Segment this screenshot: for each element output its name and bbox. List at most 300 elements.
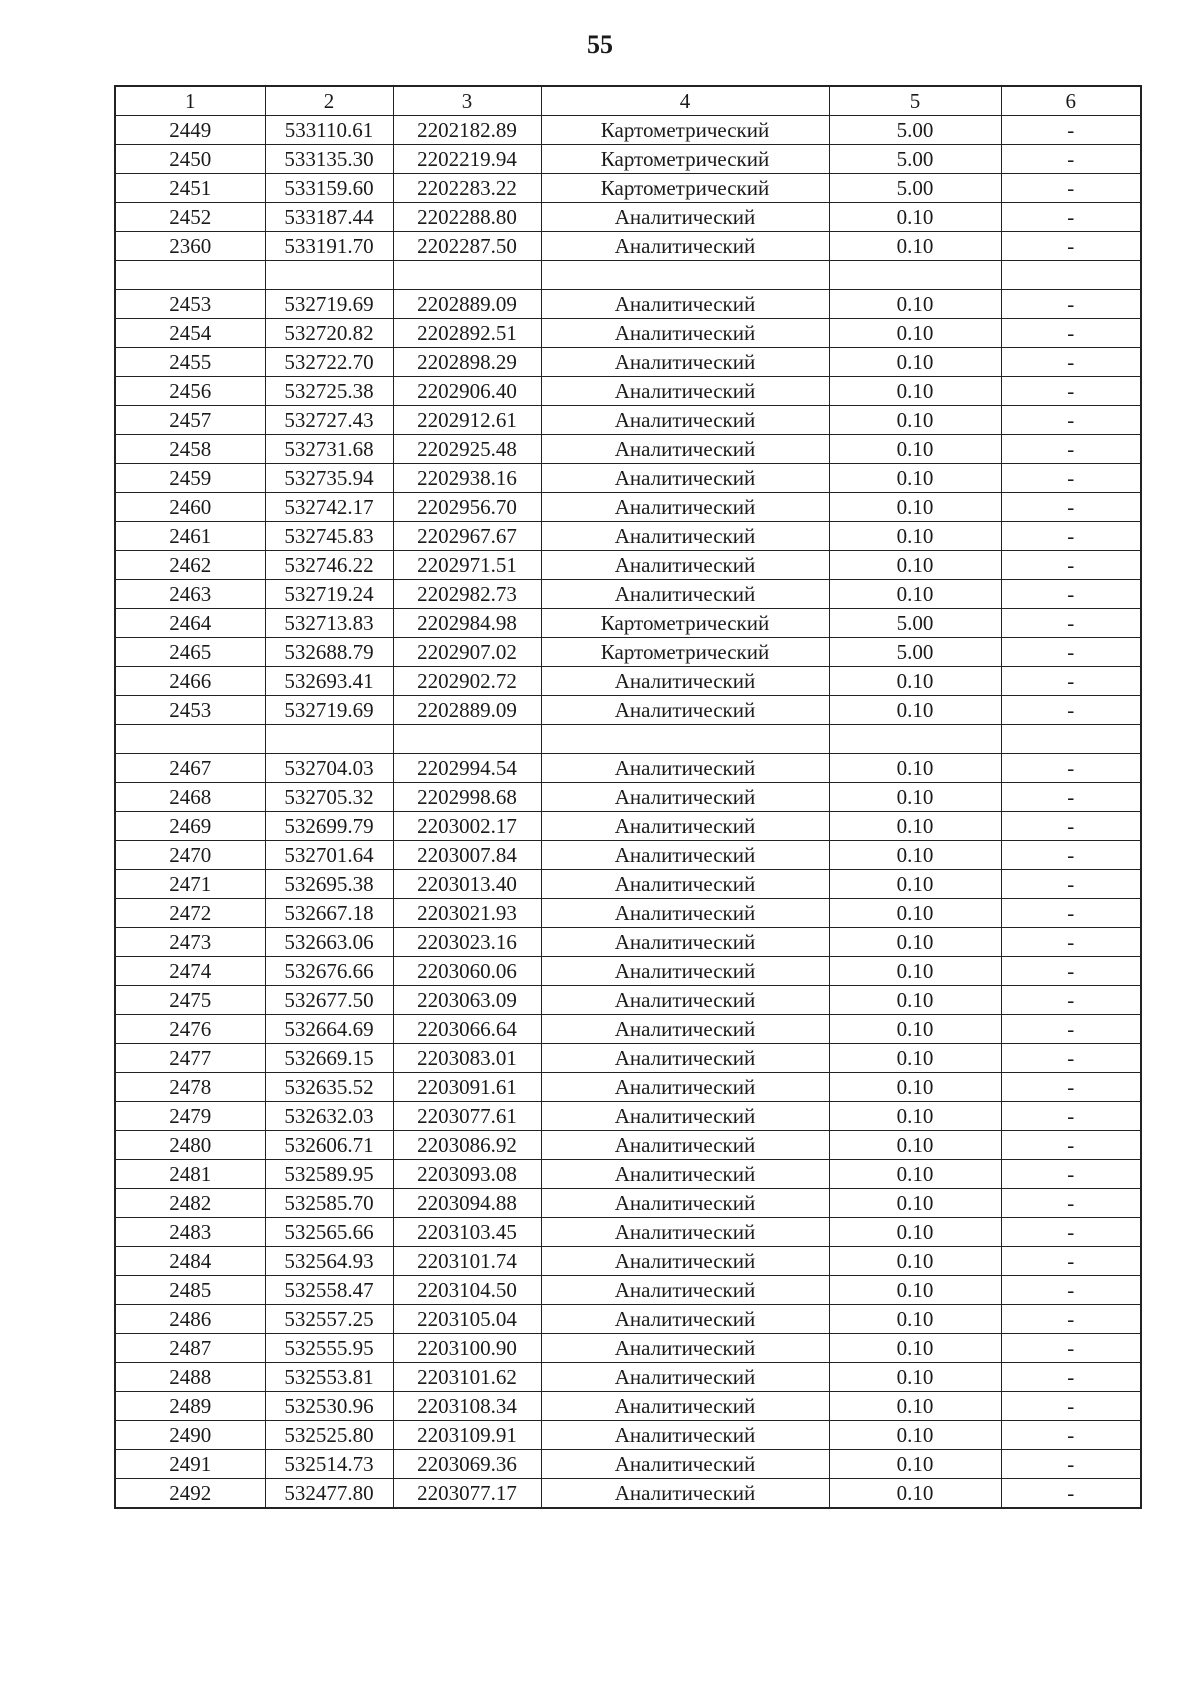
accuracy-cell: 0.10 [829,203,1001,232]
table-row [115,1276,1141,1305]
method-cell: Аналитический [541,493,829,522]
note-cell: - [1001,1334,1141,1363]
coordinates-table [114,85,1142,1509]
method-cell: Аналитический [541,696,829,725]
note-cell: - [1001,551,1141,580]
x-coordinate-cell [265,725,393,754]
note-cell: - [1001,638,1141,667]
note-cell [1001,725,1141,754]
y-coordinate-cell: 2202907.02 [393,638,541,667]
table-row [115,261,1141,290]
note-cell: - [1001,580,1141,609]
y-coordinate-cell: 2202889.09 [393,696,541,725]
table-row [115,1015,1141,1044]
x-coordinate-cell: 532695.38 [265,870,393,899]
table-row [115,1363,1141,1392]
method-cell: Аналитический [541,1102,829,1131]
note-cell: - [1001,1247,1141,1276]
y-coordinate-cell: 2202898.29 [393,348,541,377]
x-coordinate-cell: 532720.82 [265,319,393,348]
accuracy-cell: 0.10 [829,1421,1001,1450]
accuracy-cell: 0.10 [829,377,1001,406]
method-cell: Аналитический [541,1392,829,1421]
point-number-cell: 2460 [115,493,265,522]
note-cell: - [1001,1450,1141,1479]
x-coordinate-cell: 532719.69 [265,696,393,725]
point-number-cell: 2466 [115,667,265,696]
accuracy-cell: 0.10 [829,1073,1001,1102]
y-coordinate-cell: 2202925.48 [393,435,541,464]
accuracy-cell: 0.10 [829,406,1001,435]
accuracy-cell: 0.10 [829,464,1001,493]
y-coordinate-cell: 2202287.50 [393,232,541,261]
accuracy-cell: 0.10 [829,986,1001,1015]
accuracy-cell: 0.10 [829,1160,1001,1189]
y-coordinate-cell: 2203066.64 [393,1015,541,1044]
point-number-cell: 2455 [115,348,265,377]
y-coordinate-cell: 2203101.74 [393,1247,541,1276]
note-cell: - [1001,1189,1141,1218]
accuracy-cell: 0.10 [829,1450,1001,1479]
method-cell [541,725,829,754]
accuracy-cell: 0.10 [829,1044,1001,1073]
note-cell: - [1001,986,1141,1015]
method-cell: Аналитический [541,319,829,348]
point-number-cell: 2467 [115,754,265,783]
table-row [115,696,1141,725]
note-cell: - [1001,928,1141,957]
accuracy-cell: 0.10 [829,1015,1001,1044]
method-cell: Аналитический [541,928,829,957]
table-row [115,1305,1141,1334]
accuracy-cell: 5.00 [829,609,1001,638]
column-header-2: 2 [265,86,393,116]
table-row [115,754,1141,783]
point-number-cell: 2490 [115,1421,265,1450]
x-coordinate-cell: 532676.66 [265,957,393,986]
point-number-cell: 2454 [115,319,265,348]
table-row [115,435,1141,464]
method-cell: Аналитический [541,1160,829,1189]
method-cell: Аналитический [541,1131,829,1160]
point-number-cell: 2485 [115,1276,265,1305]
point-number-cell: 2451 [115,174,265,203]
y-coordinate-cell: 2202288.80 [393,203,541,232]
column-header-1: 1 [115,86,265,116]
accuracy-cell: 0.10 [829,957,1001,986]
x-coordinate-cell: 532722.70 [265,348,393,377]
column-header-3: 3 [393,86,541,116]
accuracy-cell: 0.10 [829,435,1001,464]
y-coordinate-cell: 2202902.72 [393,667,541,696]
y-coordinate-cell: 2203093.08 [393,1160,541,1189]
note-cell: - [1001,464,1141,493]
x-coordinate-cell: 532688.79 [265,638,393,667]
note-cell: - [1001,290,1141,319]
method-cell: Аналитический [541,1276,829,1305]
point-number-cell: 2459 [115,464,265,493]
table-row [115,551,1141,580]
point-number-cell: 2488 [115,1363,265,1392]
table-row [115,1218,1141,1247]
page-number: 55 [587,30,613,59]
y-coordinate-cell: 2203091.61 [393,1073,541,1102]
note-cell: - [1001,406,1141,435]
table-row [115,1131,1141,1160]
note-cell: - [1001,870,1141,899]
note-cell: - [1001,1218,1141,1247]
x-coordinate-cell: 532606.71 [265,1131,393,1160]
note-cell: - [1001,812,1141,841]
method-cell: Аналитический [541,522,829,551]
y-coordinate-cell: 2203063.09 [393,986,541,1015]
y-coordinate-cell: 2202984.98 [393,609,541,638]
table-row [115,348,1141,377]
accuracy-cell: 0.10 [829,1363,1001,1392]
accuracy-cell: 0.10 [829,1334,1001,1363]
accuracy-cell: 0.10 [829,580,1001,609]
point-number-cell: 2452 [115,203,265,232]
table-row [115,522,1141,551]
table-body [115,116,1141,1509]
method-cell: Аналитический [541,986,829,1015]
x-coordinate-cell: 532477.80 [265,1479,393,1509]
note-cell: - [1001,1305,1141,1334]
x-coordinate-cell: 532525.80 [265,1421,393,1450]
point-number-cell: 2473 [115,928,265,957]
point-number-cell: 2471 [115,870,265,899]
y-coordinate-cell: 2203023.16 [393,928,541,957]
x-coordinate-cell: 532745.83 [265,522,393,551]
x-coordinate-cell: 532589.95 [265,1160,393,1189]
accuracy-cell: 0.10 [829,899,1001,928]
x-coordinate-cell: 532663.06 [265,928,393,957]
y-coordinate-cell: 2202892.51 [393,319,541,348]
y-coordinate-cell [393,261,541,290]
note-cell: - [1001,1044,1141,1073]
point-number-cell: 2479 [115,1102,265,1131]
x-coordinate-cell: 532564.93 [265,1247,393,1276]
x-coordinate-cell: 532742.17 [265,493,393,522]
x-coordinate-cell: 532635.52 [265,1073,393,1102]
x-coordinate-cell: 533110.61 [265,116,393,145]
x-coordinate-cell: 532725.38 [265,377,393,406]
y-coordinate-cell: 2203007.84 [393,841,541,870]
note-cell: - [1001,1160,1141,1189]
y-coordinate-cell: 2203060.06 [393,957,541,986]
note-cell: - [1001,1276,1141,1305]
x-coordinate-cell: 532727.43 [265,406,393,435]
method-cell: Аналитический [541,1421,829,1450]
method-cell: Аналитический [541,1305,829,1334]
point-number-cell: 2472 [115,899,265,928]
x-coordinate-cell: 532735.94 [265,464,393,493]
accuracy-cell: 0.10 [829,1247,1001,1276]
table-row [115,145,1141,174]
table-row [115,116,1141,145]
x-coordinate-cell: 532704.03 [265,754,393,783]
accuracy-cell: 0.10 [829,551,1001,580]
table-row [115,609,1141,638]
point-number-cell: 2475 [115,986,265,1015]
table-row [115,493,1141,522]
point-number-cell: 2483 [115,1218,265,1247]
point-number-cell: 2456 [115,377,265,406]
x-coordinate-cell: 532632.03 [265,1102,393,1131]
x-coordinate-cell: 533187.44 [265,203,393,232]
y-coordinate-cell: 2202956.70 [393,493,541,522]
y-coordinate-cell: 2202971.51 [393,551,541,580]
method-cell: Картометрический [541,145,829,174]
note-cell: - [1001,1102,1141,1131]
y-coordinate-cell: 2203103.45 [393,1218,541,1247]
note-cell: - [1001,493,1141,522]
table-row [115,174,1141,203]
note-cell: - [1001,377,1141,406]
x-coordinate-cell: 532669.15 [265,1044,393,1073]
method-cell: Аналитический [541,1044,829,1073]
y-coordinate-cell: 2203104.50 [393,1276,541,1305]
note-cell: - [1001,841,1141,870]
point-number-cell: 2360 [115,232,265,261]
method-cell: Аналитический [541,1363,829,1392]
accuracy-cell: 0.10 [829,1131,1001,1160]
point-number-cell: 2484 [115,1247,265,1276]
note-cell: - [1001,957,1141,986]
method-cell: Аналитический [541,377,829,406]
method-cell: Аналитический [541,667,829,696]
point-number-cell: 2481 [115,1160,265,1189]
table-row [115,1044,1141,1073]
table-row [115,232,1141,261]
y-coordinate-cell: 2202938.16 [393,464,541,493]
note-cell: - [1001,667,1141,696]
table-row [115,1102,1141,1131]
note-cell: - [1001,435,1141,464]
note-cell: - [1001,348,1141,377]
method-cell: Аналитический [541,348,829,377]
y-coordinate-cell: 2202967.67 [393,522,541,551]
method-cell: Аналитический [541,464,829,493]
point-number-cell: 2453 [115,290,265,319]
x-coordinate-cell: 532699.79 [265,812,393,841]
note-cell: - [1001,899,1141,928]
x-coordinate-cell: 532557.25 [265,1305,393,1334]
method-cell: Аналитический [541,232,829,261]
accuracy-cell: 0.10 [829,348,1001,377]
y-coordinate-cell: 2202982.73 [393,580,541,609]
note-cell: - [1001,1421,1141,1450]
accuracy-cell: 0.10 [829,754,1001,783]
note-cell: - [1001,754,1141,783]
method-cell: Аналитический [541,1015,829,1044]
table-row [115,1073,1141,1102]
note-cell: - [1001,174,1141,203]
accuracy-cell: 0.10 [829,667,1001,696]
method-cell: Аналитический [541,203,829,232]
table-row [115,812,1141,841]
y-coordinate-cell: 2203002.17 [393,812,541,841]
accuracy-cell: 5.00 [829,145,1001,174]
column-header-6: 6 [1001,86,1141,116]
method-cell: Аналитический [541,580,829,609]
note-cell: - [1001,696,1141,725]
note-cell: - [1001,232,1141,261]
header-row [115,86,1141,116]
point-number-cell: 2453 [115,696,265,725]
accuracy-cell: 0.10 [829,290,1001,319]
y-coordinate-cell: 2203094.88 [393,1189,541,1218]
x-coordinate-cell: 532705.32 [265,783,393,812]
x-coordinate-cell: 532585.70 [265,1189,393,1218]
y-coordinate-cell: 2203083.01 [393,1044,541,1073]
table-row [115,1392,1141,1421]
point-number-cell: 2450 [115,145,265,174]
x-coordinate-cell: 532719.24 [265,580,393,609]
method-cell: Аналитический [541,1218,829,1247]
column-header-4: 4 [541,86,829,116]
table-row [115,957,1141,986]
x-coordinate-cell: 532558.47 [265,1276,393,1305]
accuracy-cell: 0.10 [829,696,1001,725]
note-cell: - [1001,609,1141,638]
x-coordinate-cell: 532530.96 [265,1392,393,1421]
y-coordinate-cell: 2203108.34 [393,1392,541,1421]
table-row [115,986,1141,1015]
table-row [115,1421,1141,1450]
method-cell: Аналитический [541,812,829,841]
x-coordinate-cell [265,261,393,290]
table-row [115,290,1141,319]
point-number-cell [115,725,265,754]
note-cell: - [1001,203,1141,232]
x-coordinate-cell: 532667.18 [265,899,393,928]
method-cell: Картометрический [541,638,829,667]
note-cell: - [1001,319,1141,348]
y-coordinate-cell: 2203021.93 [393,899,541,928]
note-cell: - [1001,116,1141,145]
accuracy-cell: 0.10 [829,841,1001,870]
table-row [115,870,1141,899]
point-number-cell: 2469 [115,812,265,841]
point-number-cell: 2457 [115,406,265,435]
y-coordinate-cell: 2202219.94 [393,145,541,174]
x-coordinate-cell: 533191.70 [265,232,393,261]
point-number-cell [115,261,265,290]
accuracy-cell: 5.00 [829,174,1001,203]
method-cell: Аналитический [541,754,829,783]
method-cell: Аналитический [541,1450,829,1479]
y-coordinate-cell: 2203101.62 [393,1363,541,1392]
note-cell: - [1001,1073,1141,1102]
note-cell: - [1001,1479,1141,1509]
table-row [115,783,1141,812]
point-number-cell: 2482 [115,1189,265,1218]
table-row [115,1334,1141,1363]
table-row [115,580,1141,609]
y-coordinate-cell [393,725,541,754]
method-cell: Аналитический [541,1479,829,1509]
point-number-cell: 2464 [115,609,265,638]
table-row [115,203,1141,232]
method-cell: Аналитический [541,1334,829,1363]
table-row [115,1479,1141,1509]
table-row [115,1189,1141,1218]
point-number-cell: 2465 [115,638,265,667]
accuracy-cell: 0.10 [829,319,1001,348]
accuracy-cell: 0.10 [829,1218,1001,1247]
column-header-5: 5 [829,86,1001,116]
y-coordinate-cell: 2203086.92 [393,1131,541,1160]
table-row [115,928,1141,957]
method-cell: Аналитический [541,1073,829,1102]
point-number-cell: 2461 [115,522,265,551]
method-cell: Аналитический [541,435,829,464]
x-coordinate-cell: 532664.69 [265,1015,393,1044]
table-row [115,841,1141,870]
y-coordinate-cell: 2202182.89 [393,116,541,145]
x-coordinate-cell: 533159.60 [265,174,393,203]
accuracy-cell: 0.10 [829,928,1001,957]
x-coordinate-cell: 532701.64 [265,841,393,870]
point-number-cell: 2449 [115,116,265,145]
point-number-cell: 2477 [115,1044,265,1073]
method-cell: Аналитический [541,406,829,435]
accuracy-cell: 0.10 [829,870,1001,899]
accuracy-cell: 0.10 [829,493,1001,522]
method-cell [541,261,829,290]
note-cell: - [1001,145,1141,174]
x-coordinate-cell: 532555.95 [265,1334,393,1363]
method-cell: Аналитический [541,957,829,986]
note-cell: - [1001,783,1141,812]
table-row [115,1160,1141,1189]
accuracy-cell: 0.10 [829,1276,1001,1305]
table-row [115,1450,1141,1479]
method-cell: Аналитический [541,551,829,580]
y-coordinate-cell: 2203105.04 [393,1305,541,1334]
point-number-cell: 2478 [115,1073,265,1102]
table-row [115,464,1141,493]
y-coordinate-cell: 2203109.91 [393,1421,541,1450]
note-cell: - [1001,1015,1141,1044]
y-coordinate-cell: 2203077.17 [393,1479,541,1509]
point-number-cell: 2486 [115,1305,265,1334]
method-cell: Картометрический [541,116,829,145]
note-cell: - [1001,1363,1141,1392]
x-coordinate-cell: 532746.22 [265,551,393,580]
y-coordinate-cell: 2202889.09 [393,290,541,319]
x-coordinate-cell: 532553.81 [265,1363,393,1392]
method-cell: Аналитический [541,841,829,870]
y-coordinate-cell: 2203077.61 [393,1102,541,1131]
point-number-cell: 2491 [115,1450,265,1479]
y-coordinate-cell: 2202283.22 [393,174,541,203]
accuracy-cell: 0.10 [829,522,1001,551]
point-number-cell: 2463 [115,580,265,609]
x-coordinate-cell: 532731.68 [265,435,393,464]
point-number-cell: 2492 [115,1479,265,1509]
note-cell: - [1001,1131,1141,1160]
accuracy-cell: 0.10 [829,1305,1001,1334]
accuracy-cell: 0.10 [829,783,1001,812]
y-coordinate-cell: 2203100.90 [393,1334,541,1363]
method-cell: Аналитический [541,899,829,928]
point-number-cell: 2468 [115,783,265,812]
point-number-cell: 2474 [115,957,265,986]
table-row [115,319,1141,348]
point-number-cell: 2480 [115,1131,265,1160]
